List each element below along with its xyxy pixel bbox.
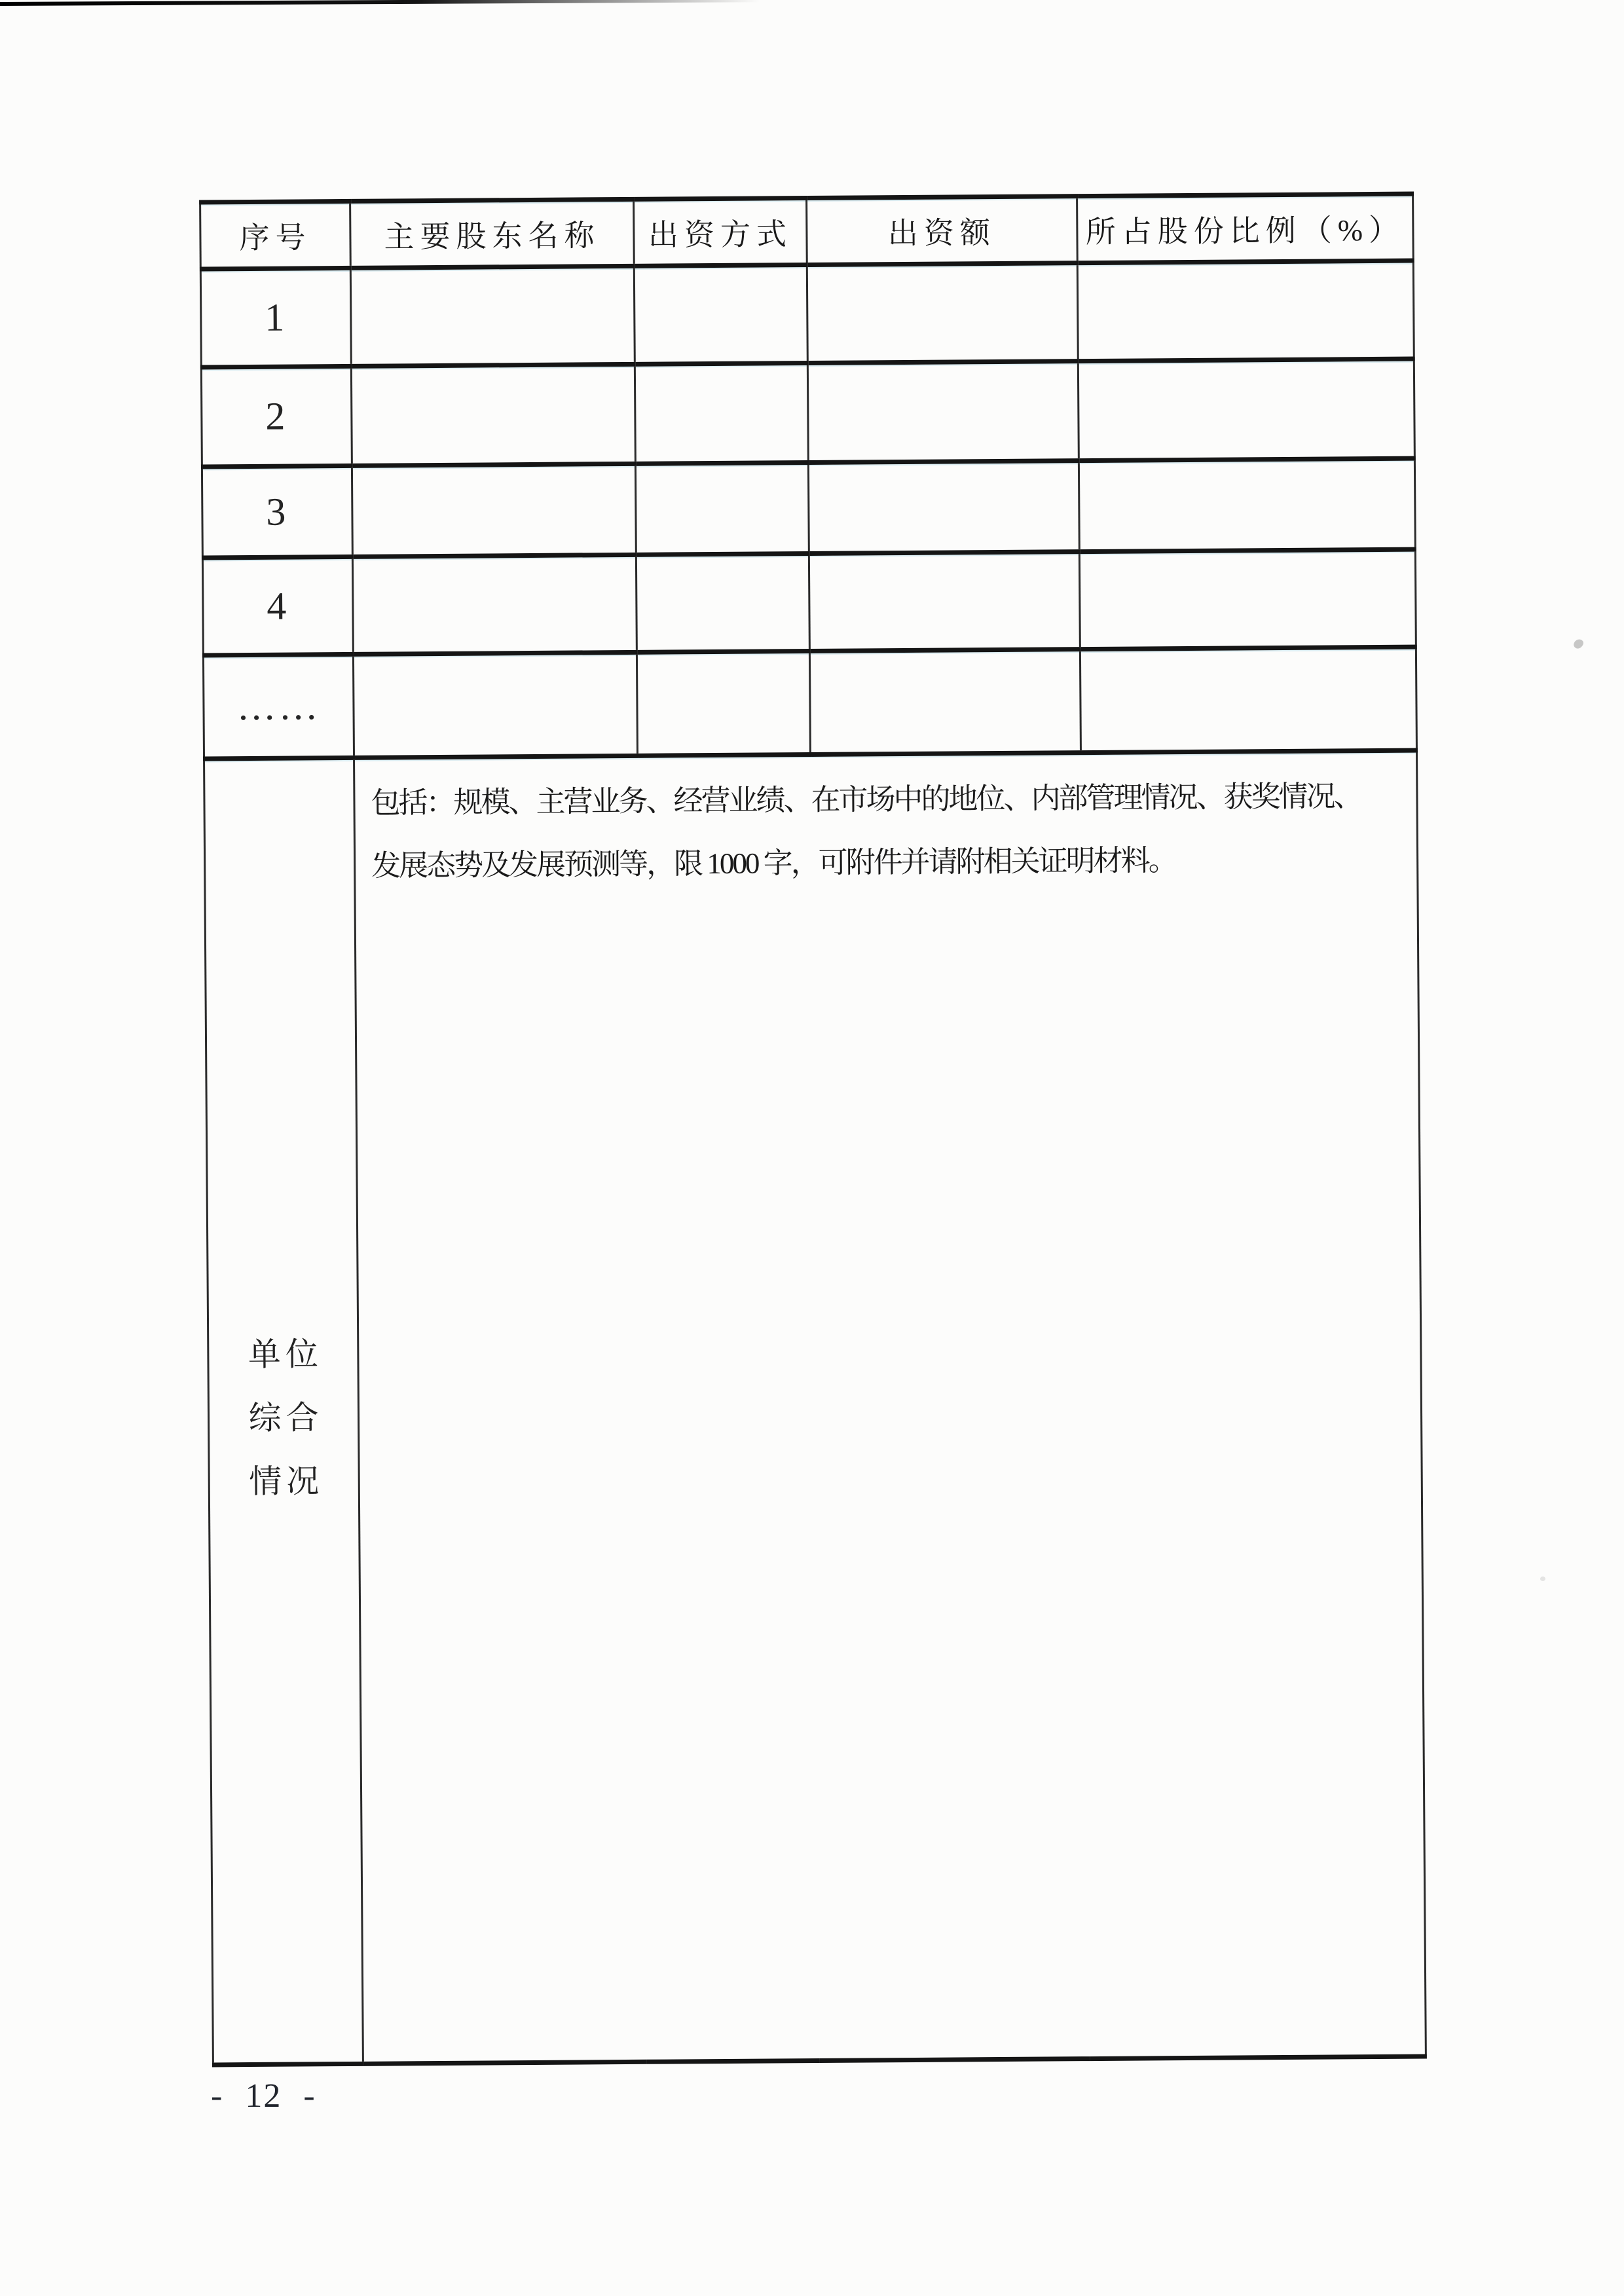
company-overview-label	[209, 1322, 358, 1514]
label-line: 综合	[248, 1398, 323, 1436]
table-row	[201, 359, 1414, 467]
table-row	[200, 261, 1414, 367]
header-serial-number: 序号	[200, 201, 351, 269]
cell-shareholder-name	[353, 652, 637, 757]
header-shareholder-name: 主要股东名称	[350, 199, 635, 268]
table-header-row	[200, 194, 1414, 269]
table-row	[203, 647, 1416, 759]
cell-contribution-amount	[807, 361, 1079, 463]
cell-share-percentage	[1080, 647, 1416, 753]
header-contribution-method: 出资方式	[634, 198, 807, 266]
cell-serial: 3	[202, 465, 352, 558]
shareholders-table	[199, 192, 1427, 2068]
scan-edge-artifact	[0, 0, 760, 6]
cell-shareholder-name	[352, 464, 636, 556]
page-number: - 12 -	[211, 2077, 316, 2115]
company-overview-label-cell	[204, 757, 363, 2065]
cell-contribution-method	[636, 554, 809, 653]
cell-contribution-amount	[809, 649, 1080, 755]
scan-speck	[1572, 638, 1585, 651]
company-overview-instructions	[355, 753, 1416, 898]
label-line: 单位	[248, 1335, 323, 1373]
cell-serial: 1	[200, 268, 351, 367]
table-row	[202, 458, 1415, 558]
cell-serial: 4	[202, 556, 353, 655]
cell-contribution-method	[637, 651, 810, 756]
instruction-line: 包括：规模、主营业务、经营业绩、在市场中的地位、内部管理情况、获奖情况、	[371, 780, 1361, 820]
cell-serial: 2	[201, 366, 352, 467]
label-line: 情况	[249, 1462, 324, 1500]
instruction-line: 发展态势及发展预测等，限 1000 字，可附件并请附相关证明材料。	[371, 844, 1176, 883]
cell-shareholder-name	[351, 364, 635, 465]
cell-share-percentage	[1079, 549, 1416, 649]
cell-contribution-method	[634, 265, 807, 365]
company-overview-content-cell	[354, 750, 1426, 2064]
cell-contribution-amount	[809, 552, 1080, 651]
cell-contribution-method	[635, 463, 809, 555]
cell-contribution-amount	[807, 263, 1078, 363]
company-overview-row	[204, 750, 1426, 2065]
cell-contribution-amount	[808, 461, 1079, 554]
header-contribution-amount: 出资额	[807, 196, 1078, 265]
header-share-percentage: 所占股份比例（%）	[1077, 194, 1414, 263]
cell-shareholder-name	[352, 555, 637, 654]
cell-contribution-method	[635, 363, 808, 464]
cell-share-percentage	[1077, 261, 1414, 361]
cell-share-percentage	[1079, 458, 1415, 552]
cell-serial: ……	[203, 654, 354, 759]
cell-share-percentage	[1078, 359, 1414, 461]
scan-speck	[1540, 1576, 1545, 1581]
cell-shareholder-name	[350, 266, 635, 366]
table-row	[202, 549, 1416, 655]
